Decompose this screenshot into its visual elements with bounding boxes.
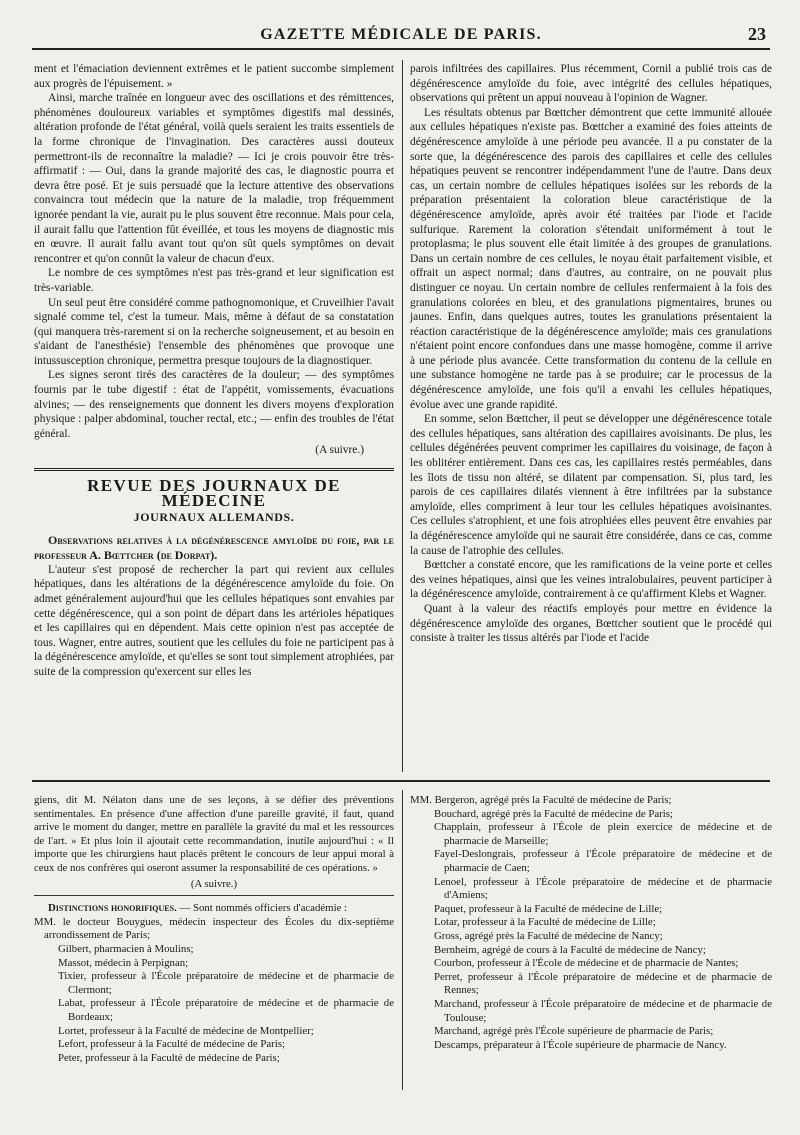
list-item: Lortet, professeur à la Faculté de médecine de Montpellier; — [58, 1024, 314, 1037]
column-left-bottom — [34, 794, 394, 1065]
list-item: Tixier, professeur à l'École préparatoire de médecine et de pharmacie de Clermont; — [58, 970, 394, 996]
to-be-continued: (A suivre.) — [315, 444, 364, 457]
page-header — [32, 22, 770, 50]
paragraph: Bœttcher a constaté encore, que les ramifications de la veine porte et celles des veines hépatiques, ainsi que les veines intralobulaires, peuvent participer à la dégénérescence amyloïde, contrairement à ce qu'affirment Klebs et Wagner. — [410, 559, 772, 601]
list-item: Lotar, professeur à la Faculté de médecine de Lille; — [434, 916, 656, 929]
list-item: Labat, professeur à l'École préparatoire de médecine et de pharmacie de Bordeaux; — [58, 997, 394, 1023]
list-item: MM. Bergeron, agrégé près la Faculté de médecine de Paris; — [410, 794, 672, 806]
paragraph: ment et l'émaciation deviennent extrêmes et le patient succombe simplement aux progrès de l'épuisement. » — [34, 63, 394, 90]
list-item: Gilbert, pharmacien à Moulins; — [58, 942, 194, 955]
list-item: Perret, professeur à l'École préparatoire de médecine et de pharmacie de Rennes; — [434, 970, 772, 997]
list-item: Descamps, préparateur à l'École supérieure de pharmacie de Nancy. — [434, 1038, 727, 1051]
section-heading: REVUE DES JOURNAUX DE MÉDECINE — [87, 476, 341, 510]
paragraph: Un seul peut être considéré comme pathognomonique, et Cruveilhier l'avait signalé comme tel, c'est la tumeur. Mais, même à défaut de sa constatation (qui manquera très-rarement si on la recherche soigneusement, et au besoin en s'aidant de l'anesthésie) l'ensemble des phénomènes que provoque une intussusception chronique, permettra presque toujours de la diagnostiquer. — [34, 296, 394, 367]
paragraph: En somme, selon Bœttcher, il peut se développer une dégénérescence totale des cellules hépatiques, sans altération des capillaires avoisinants. De plus, les cellules dégénérées peuvent comprimer les capillaires du voisinage, de façon à les oblitérer entièrement. Dans ces cas, les capillaires restés perméables, dans les îlots de tissu non altéré, se dilatent par compensation. Si, plus tard, les parois de ces capillaires dilatés viennent à être infiltrées par la substance amyloïde, elles compriment à leur tour les cellules hépatiques avoisinantes. Ces cellules s'atrophient, et une fois atrophiées elles peuvent être envahies par la dégénérescence amyloïde qui ne saurait être considérée, dans ce cas, comme la cause de l'atrophie des cellules. — [410, 413, 772, 557]
journal-title: GAZETTE MÉDICALE DE PARIS. — [260, 26, 542, 43]
paragraph: parois infiltrées des capillaires. Plus récemment, Cornil a publié trois cas de dégénérescence amyloïde du foie, avec intégrité des cellules hépatiques, observations qui prêtent un appui nouveau à l'opinion de Wagner. — [410, 63, 772, 105]
column-right-top — [410, 62, 772, 646]
honors-list-right — [410, 794, 772, 1052]
paragraph: L'auteur s'est proposé de rechercher la part qui revient aux cellules hépatiques, dans les altérations de la dégénérescence amyloïde du foie. On admet généralement aujourd'hui que les cellules hépatiques sont envahies par cette dégénérescence, qui a son point de départ dans les artérioles hépatiques et les capillaires qui en dépendent. Mais cette opinion n'est pas acceptée de tous. Wagner, entre autres, soutient que les cellules du foie ne participent pas à la dégénérescence amyloïde, et qu'elles se sont tout simplement atrophiées, par suite de la compression qu'exercent sur elles les — [34, 563, 394, 678]
column-divider — [402, 790, 403, 1090]
section-divider — [34, 468, 394, 471]
section-subheading: JOURNAUX ALLEMANDS. — [133, 510, 295, 525]
column-left-top — [34, 62, 394, 680]
article-title: Observations relatives à la dégénérescence amyloïde du foie, par le professeur A. Bœttcher (de Dorpat). — [34, 532, 394, 562]
rule — [34, 895, 394, 896]
list-item: Courbon, professeur à l'École de médecine et de pharmacie de Nantes; — [434, 957, 739, 970]
paragraph: Les résultats obtenus par Bœttcher démontrent que cette immunité allouée aux cellules hépatiques n'existe pas. Bœttcher a examiné des foies atteints de dégénérescence amyloïde à une période peu avancée. Il a pu constater de la sorte que, la dégénérescence des parois des capillaires et celle des cellules hépatiques peuvent se rencontrer indépendamment l'une de l'autre. Dans deux cas, un certain nombre de cellules hépatiques isolées sur les rebords de la préparation présentaient la coloration bleue caractéristique de la dégénérescence amyloïde, après avoir été traitées par l'iode et l'acide sulfurique. Rarement la coloration s'étendait uniformément à tout le protoplasma; le plus souvent elle était limitée à des groupes de granulations. Dans un certain nombre de ces cellules, le noyau était parfaitement visible, et offrait un aspect normal; dans d'autres, au contraire, on ne pouvait plus distinguer ce noyau. Un certain nombre de cellules renfermaient à la fois des granulations colorées en bleu, et des granulations pigmentaires, brunes ou jaunes. Enfin, dans quelques autres, toutes les granulations présentaient la réaction caractéristique de la dégénérescence amyloïde; mais ces granulations n'étaient point encore confondues dans une masse homogène, comme il arrive à une période plus avancée. Cette transformation du contenu de la cellule en une substance homogène ne tarde pas à se produire; car le processus de la dégénérescence amyloïde, une fois qu'il a envahi les cellules hépatiques, évolue avec une grande rapidité. — [410, 106, 772, 411]
feuilleton-divider — [32, 780, 770, 782]
distinctions-intro — [34, 902, 394, 916]
to-be-continued: (A suivre.) — [190, 877, 238, 890]
list-item: Peter, professeur à la Faculté de médecine de Paris; — [58, 1051, 280, 1064]
list-item: Bouchard, agrégé près la Faculté de médecine de Paris; — [434, 807, 673, 820]
list-item: Paquet, professeur à la Faculté de médecine de Lille; — [434, 902, 663, 915]
distinctions-intro-text: — Sont nommés officiers d'académie : — [179, 902, 348, 915]
paragraph: Ainsi, marche traînée en longueur avec des oscillations et des rémittences, phénomènes douloureux variables et symptômes digestifs mal dessinés, altération profonde de l'état général, voilà quels seraient les traits essentiels de la forme chronique de l'invagination. Des caractères aussi douteux permettront-ils de reconnaître la maladie? — Ici je crois pouvoir être très-affirmatif : — Oui, dans la grande majorité des cas, le diagnostic pourra et devra être posé. Et je suis persuadé que la lecture attentive des observations convaincra tout médecin que la nature de la maladie, trop fréquemment ignorée pendant la vie, aurait pu le plus souvent être reconnue. Mais pour cela, il aurait fallu que l'attention fût éveillée, et tous les moyens de diagnostic mis en œuvre. Il aurait fallu avant tout qu'on sût quels symptômes on devait rencontrer et qu'on connût la valeur de chacun d'eux. — [34, 92, 394, 265]
column-divider — [402, 60, 403, 772]
list-item: Marchand, agrégé près l'École supérieure de pharmacie de Paris; — [434, 1025, 714, 1038]
list-item: Bernheim, agrégé de cours à la Faculté de médecine de Nancy; — [434, 943, 706, 956]
list-item: Gross, agrégé près la Faculté de médecine de Nancy; — [434, 929, 663, 942]
list-item: Chapplain, professeur à l'École de plein exercice de médecine et de pharmacie de Marseille; — [434, 821, 772, 847]
list-item: Marchand, professeur à l'École préparatoire de médecine et de pharmacie de Toulouse; — [434, 997, 772, 1024]
honors-list-left — [34, 916, 394, 1066]
distinctions-heading: Distinctions honorifiques. — [48, 902, 177, 915]
page-number: 23 — [748, 24, 766, 44]
list-item: Fayel-Deslongrais, professeur à l'École préparatoire de médecine et de pharmacie de Caen; — [434, 848, 772, 874]
list-item: Massot, médecin à Perpignan; — [58, 956, 189, 969]
list-item: Lefort, professeur à la Faculté de médecine de Paris; — [58, 1038, 285, 1051]
list-item: Lenoel, professeur à l'École préparatoire de médecine et de pharmacie d'Amiens; — [434, 875, 772, 902]
paragraph: giens, dit M. Nélaton dans une de ses leçons, à se défier des préventions sentimentales. En présence d'une affection d'une pareille gravité, il faut, quand arrive le moment du danger, mettre en parallèle la gravité du mal et les ressources de l'art. » Et plus loin il ajoutait cette recommandation, inutile aujourd'hui : « Il importe que les chirurgiens haut placés prêtent le concours de leur appui moral à ceux de nos confrères qui oseront assumer la responsabilité de ces opérations. » — [34, 794, 394, 874]
paragraph: Quant à la valeur des réactifs employés pour mettre en évidence la dégénérescence amyloïde des organes, Bœttcher soutient que le procédé qui consiste à traiter les tissus altérés par l'iode et l'acide — [410, 602, 772, 645]
paragraph: Les signes seront tirés des caractères de la douleur; — des symptômes fournis par le tube digestif : état de l'appétit, vomissements, évacuations alvines; — des renseignements que donnent les divers moyens d'exploration physique : palper abdominal, toucher rectal, etc.; — enfin des troubles de l'état général. — [34, 369, 394, 440]
list-item: MM. le docteur Bouygues, médecin inspecteur des Écoles du dix-septième arrondissement de Paris; — [34, 915, 394, 942]
paragraph: Le nombre de ces symptômes n'est pas très-grand et leur signification est très-variable. — [34, 267, 394, 294]
